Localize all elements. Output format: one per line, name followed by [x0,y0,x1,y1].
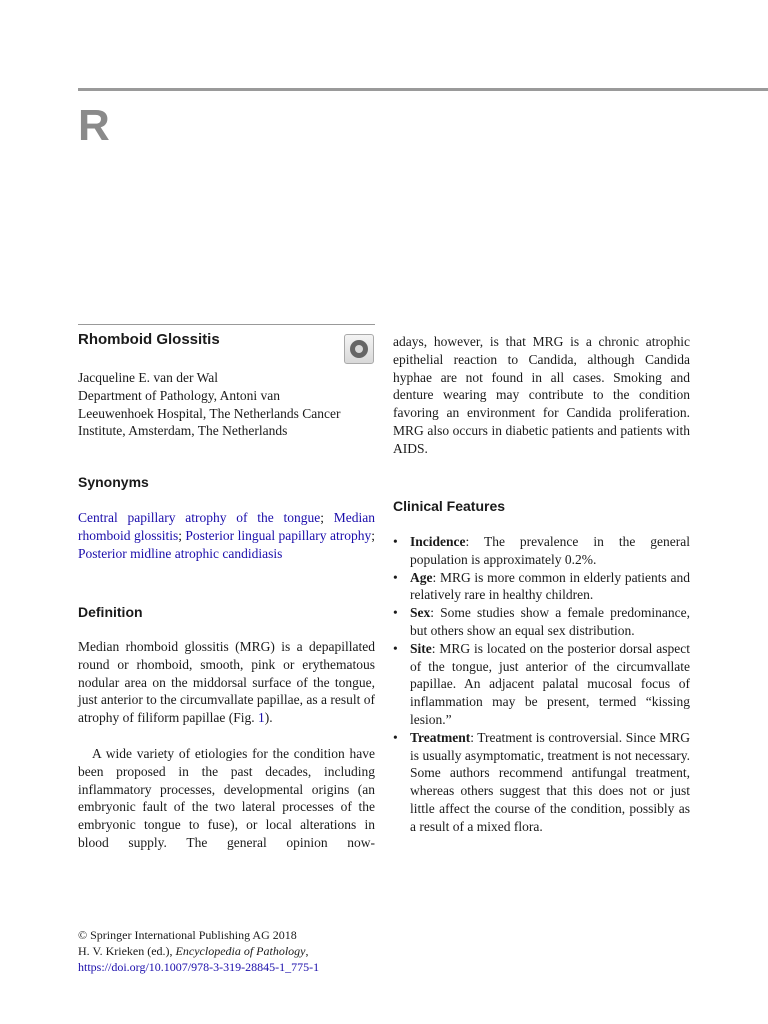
crossmark-icon[interactable] [344,334,374,364]
definition-text: Median rhomboid glossitis (MRG) is a depapillated round or rhomboid, smooth, pink or erythematous nodular area on the middorsal surface of the tongue, just anterior to the circumvallate papillae, as a result of atrophy of filiform papillae (Fig. [78,639,375,726]
definition-text-end: ). [264,710,273,726]
definition-paragraph-2-continued [393,333,690,458]
affiliation-line: Department of Pathology, Antoni van [78,387,280,403]
synonym-link[interactable]: Median rhomboid glossitis [78,510,375,543]
paragraph-2-part-2: adays, however, is that MRG is a chronic atrophic epithelial reaction to Candida, although Candida hyphae are not found in all cases. Smoking and denture wearing may contribute to the condition favoring an environment for Candida proliferation. MRG also occurs in diabetic patients and patients with AIDS. [393,334,690,456]
doi-link[interactable]: https://doi.org/10.1007/978-3-319-28845-1_775-1 [78,960,320,974]
top-rule [78,88,768,91]
list-item [393,640,690,729]
copyright: © Springer International Publishing AG 2018 [78,928,297,942]
synonym-link[interactable]: Central papillary atrophy of the tongue [78,510,321,525]
bullet: • [393,605,398,621]
synonym-separator: ; [320,510,334,525]
list-item [393,569,690,605]
item-text: : Some studies show a female predominance, but others show an equal sex distribution. [410,605,690,638]
clinical-features-list [393,533,690,836]
item-text: : The prevalence in the general population is approximately 0.2%. [410,534,690,567]
citation [78,943,319,959]
clinical-heading: Clinical Features [393,498,506,514]
citation-suffix: , [305,944,309,958]
paragraph-2-part-1: A wide variety of etiologies for the condition have been proposed in the past decades, including inflammatory processes, developmental origins (an embryonic fault of the two lateral processes of the embryonic tongue to fuse), or local alterations in blood supply. The general opinion now- [78,746,375,850]
section-letter: R [78,101,110,150]
affiliation-line: Leeuwenhoek Hospital, The Netherlands Cancer [78,405,341,421]
item-text: : MRG is located on the posterior dorsal aspect of the tongue, just anterior of the circumvallate papillae. An adjacent palatal mucosal focus of inflammation may be present, termed “kissing lesion.” [410,640,690,727]
synonym-separator: ; [178,527,186,543]
footer [78,927,319,975]
item-term: Sex [410,605,431,621]
definition-heading: Definition [78,604,143,620]
synonym-link[interactable]: Posterior midline atrophic candidiasis [78,545,283,561]
bullet: • [393,534,398,549]
author-name: Jacqueline E. van der Wal [78,370,218,385]
synonym-link[interactable]: Posterior lingual papillary atrophy [185,527,372,543]
synonym-separator: ; [371,527,375,543]
item-term: Age [410,569,433,585]
item-term: Treatment [410,729,471,745]
definition-paragraph-2 [78,745,375,852]
item-text: : MRG is more common in elderly patients and relatively rare in healthy children. [410,569,690,603]
author-block [78,369,378,440]
figure-link[interactable]: 1 [257,710,265,726]
citation-title: Encyclopedia of Pathology [175,944,306,958]
bullet: • [393,569,398,585]
bullet: • [393,640,398,656]
title-rule [78,324,375,325]
definition-paragraph-1 [78,638,375,727]
citation-prefix: H. V. Krieken (ed.), [78,944,176,958]
synonyms-heading: Synonyms [78,474,149,490]
list-item [393,604,690,640]
item-text: : Treatment is controversial. Since MRG is usually asymptomatic, treatment is not necessary. Some authors recommend antifungal treatment, whereas others suggest that this does not or just little affect the course of the condition, possibly as a result of a mixed flora. [410,729,690,834]
bullet: • [393,729,398,745]
item-term: Incidence [410,534,466,549]
list-item [393,533,690,569]
synonyms-list [78,509,375,562]
article-title: Rhomboid Glossitis [78,331,220,348]
list-item [393,729,690,836]
item-term: Site [410,640,432,656]
affiliation-line: Institute, Amsterdam, The Netherlands [78,423,288,439]
